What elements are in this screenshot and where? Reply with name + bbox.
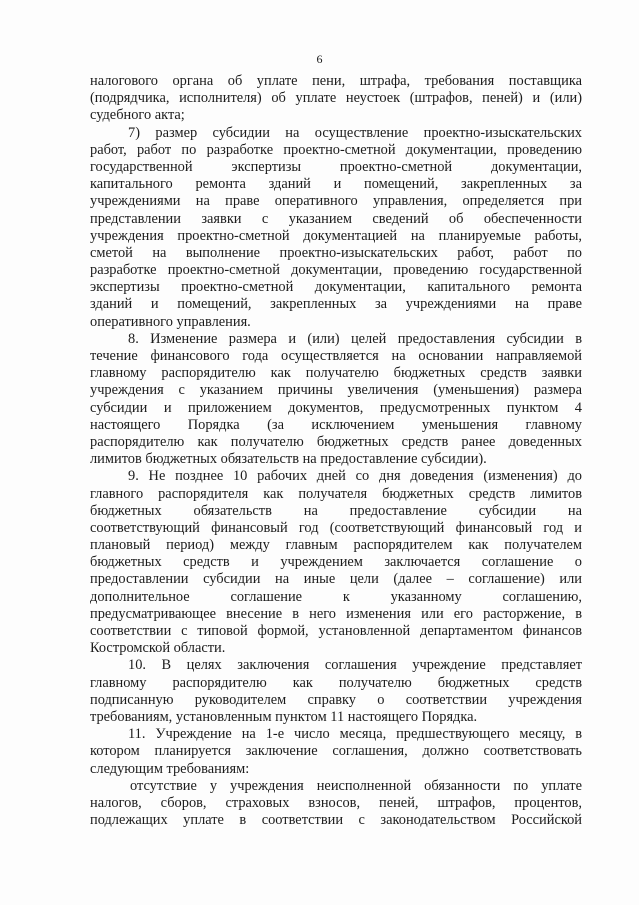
- text-line: предусматривающее внесение в него изменения или его расторжение, в: [90, 605, 582, 622]
- text-line: Костромской области.: [90, 640, 226, 657]
- text-line: учреждениями на праве оперативного управления, определяется при: [90, 193, 582, 210]
- text-line: подписанную руководителем справку о соответствии учреждения: [90, 691, 582, 708]
- text-line: учреждения с указанием причины увеличения (уменьшения) размера: [90, 382, 582, 399]
- page-number: 6: [316, 52, 323, 66]
- text-line: сметой на выполнение проектно-изыскательских работ, работ по: [90, 244, 582, 261]
- text-line: разработке проектно-сметной документации, проведению государственной: [90, 262, 582, 279]
- text-line: 10. В целях заключения соглашения учреждение представляет: [128, 657, 582, 674]
- text-line: капитального ремонта зданий и помещений, закрепленных за: [90, 176, 582, 193]
- text-line: субсидии и приложением документов, предусмотренных пунктом 4: [90, 399, 582, 416]
- text-line: 7) размер субсидии на осуществление проектно-изыскательских: [128, 124, 582, 141]
- text-line: отсутствие у учреждения неисполненной обязанности по уплате: [130, 777, 582, 794]
- text-line: требованиям, установленным пунктом 11 настоящего Порядка.: [90, 708, 478, 725]
- paragraph: [90, 778, 582, 830]
- text-line: предоставлении субсидии на иные цели (далее – соглашение) или: [90, 571, 582, 588]
- text-line: соответствующий финансовый год (соответствующий финансовый год и: [90, 519, 582, 536]
- text-line: экспертизы проектно-сметной документации, капитального ремонта: [90, 279, 582, 296]
- text-line: судебного акта;: [90, 107, 185, 124]
- text-line: учреждения проектно-сметной документацией на планируемые работы,: [90, 227, 582, 244]
- text-line: дополнительное соглашение к указанному соглашению,: [90, 588, 582, 605]
- text-line: оперативного управления.: [90, 313, 251, 330]
- text-line: зданий и помещений, закрепленных за учреждениями на праве: [90, 296, 582, 313]
- text-line: следующим требованиям:: [90, 760, 250, 777]
- text-line: главному распорядителю как получателю бюджетных средств: [90, 674, 582, 691]
- text-line: бюджетных средств и учреждением заключается соглашение о: [90, 554, 582, 571]
- text-line: котором планируется заключение соглашения, должно соответствовать: [90, 743, 582, 760]
- text-line: государственной экспертизы проектно-сметной документации,: [90, 158, 582, 175]
- text-line: налогов, сборов, страховых взносов, пеней, штрафов, процентов,: [90, 794, 582, 811]
- text-line: главному распорядителю как получателю бюджетных средств заявки: [90, 365, 582, 382]
- text-line: течение финансового года осуществляется на основании направляемой: [90, 348, 582, 364]
- text-line: 8. Изменение размера и (или) целей предоставления субсидии в: [128, 330, 582, 347]
- text-line: соответствии с типовой формой, установленной департаментом финансов: [90, 623, 582, 639]
- text-line: лимитов бюджетных обязательств на предоставление субсидии).: [90, 451, 487, 468]
- text-line: (подрядчика, исполнителя) об уплате неустоек (штрафов, пеней) и (или): [90, 90, 582, 107]
- paragraph: [90, 331, 582, 469]
- text-line: главного распорядителя как получателя бюджетных средств лимитов: [90, 485, 582, 502]
- text-line: работ, работ по разработке проектно-сметной документации, проведению: [90, 141, 582, 158]
- paragraph: [90, 468, 582, 657]
- text-line: плановый период) между главным распорядителем как получателем: [90, 537, 582, 554]
- text-line: 9. Не позднее 10 рабочих дней со дня доведения (изменения) до: [128, 468, 582, 485]
- text-line: представлении заявки с указанием сведений об обеспеченности: [90, 210, 582, 227]
- text-line: подлежащих уплате в соответствии с законодательством Российской: [90, 812, 582, 829]
- text-line: 11. Учреждение на 1-е число месяца, предшествующего месяцу, в: [128, 726, 582, 743]
- text-line: бюджетных обязательств на предоставление субсидии на: [90, 502, 582, 519]
- text-line: налогового органа об уплате пени, штрафа, требования поставщика: [90, 73, 582, 89]
- document-body: [90, 73, 582, 829]
- paragraph: [90, 125, 582, 331]
- paragraph: [90, 726, 582, 778]
- text-line: настоящего Порядка (за исключением уменьшения главному: [90, 416, 582, 433]
- text-line: распорядителю как получателю бюджетных средств ранее доведенных: [90, 433, 582, 450]
- paragraph: [90, 657, 582, 726]
- paragraph: [90, 73, 582, 125]
